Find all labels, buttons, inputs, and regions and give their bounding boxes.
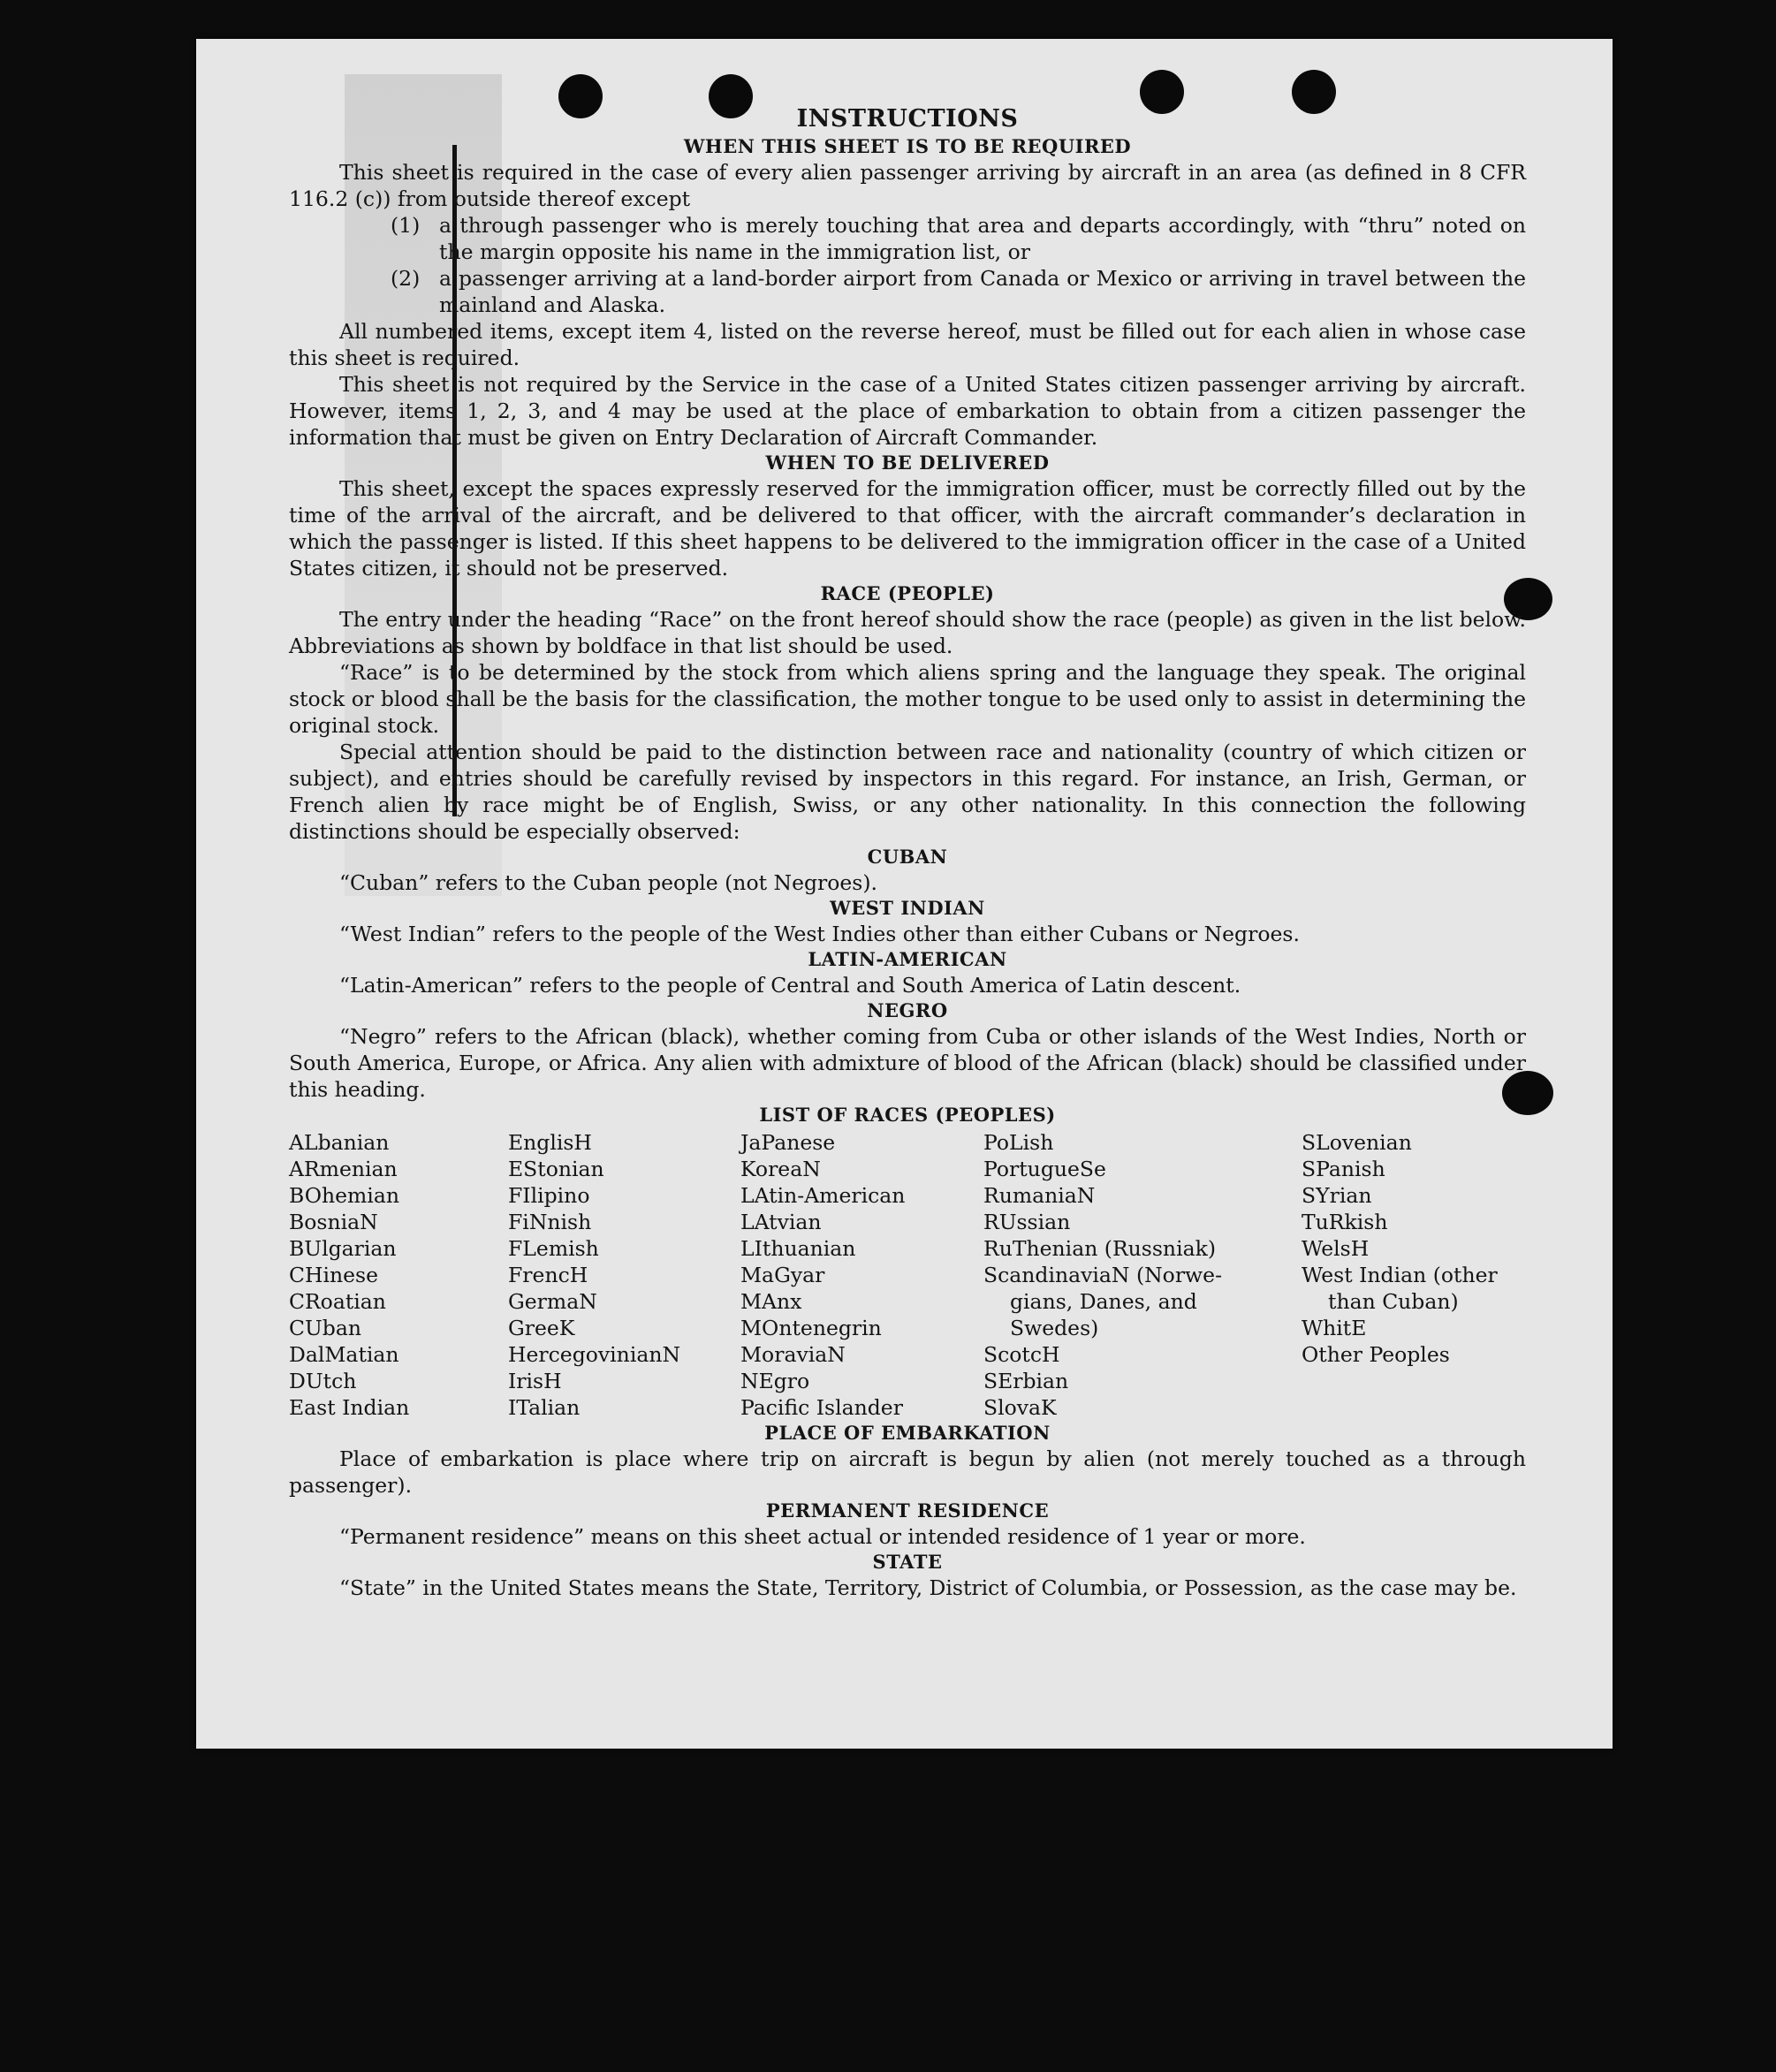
races-table [289, 1129, 1526, 1421]
race-entry: PoLish [983, 1130, 1054, 1155]
race-entry: SLovenian [1302, 1130, 1412, 1155]
race-entry: FLemish [508, 1236, 599, 1261]
race-entry: West Indian (other [1302, 1263, 1498, 1287]
race-entry: FrencH [508, 1263, 588, 1287]
paragraph: This sheet is required in the case of every alien passenger arriving by aircraft in an area (as defined in 8 CFR 116.2 (c)) from outside thereof except [289, 160, 1526, 211]
race-entry: KoreaN [740, 1157, 821, 1181]
paragraph: This sheet, except the spaces expressly reserved for the immigration officer, must be correctly filled out by the time of the arrival of the aircraft, and be delivered to that officer, with the aircraft commander’s declaration in which the passenger is listed. If this sheet happens to be delivered to the immigration officer in the case of a United States citizen, it should not be preserved. [289, 476, 1526, 581]
section-heading: LATIN-AMERICAN [808, 948, 1007, 970]
race-entry: gians, Danes, and [1010, 1289, 1197, 1314]
race-entry: MaGyar [740, 1263, 825, 1287]
item-number: (1) [391, 213, 421, 238]
race-entry: LAtin-American [740, 1183, 906, 1208]
section-heading: NEGRO [867, 999, 948, 1021]
race-entry: GermaN [508, 1289, 597, 1314]
section-heading: PLACE OF EMBARKATION [764, 1422, 1051, 1444]
item-text: a passenger arriving at a land-border airport from Canada or Mexico or arriving in travel between the mainland and Alaska. [439, 266, 1526, 317]
race-entry: DalMatian [289, 1342, 399, 1367]
race-entry: CHinese [289, 1263, 378, 1287]
races-column [508, 1129, 740, 1421]
item-number: (2) [391, 266, 421, 291]
race-entry: DUtch [289, 1369, 357, 1393]
section-heading: PERMANENT RESIDENCE [765, 1499, 1050, 1522]
race-entry: CRoatian [289, 1289, 386, 1314]
section-heading: LIST OF RACES (PEOPLES) [759, 1104, 1056, 1126]
race-entry: MOntenegrin [740, 1316, 882, 1340]
section-heading: CUBAN [867, 846, 948, 868]
instructions-body [289, 104, 1526, 1601]
paragraph: “Race” is to be determined by the stock from which aliens spring and the language they speak. The original stock or blood shall be the basis for the classification, the mother tongue to be used only to assist in determining the original stock. [289, 660, 1526, 738]
race-entry: NEgro [740, 1369, 810, 1393]
race-entry: SPanish [1302, 1157, 1385, 1181]
race-entry: Other Peoples [1302, 1342, 1450, 1367]
race-entry: than Cuban) [1328, 1289, 1459, 1314]
paragraph: Place of embarkation is place where trip on aircraft is begun by alien (not merely touched as a through passenger). [289, 1446, 1526, 1498]
race-entry: BUlgarian [289, 1236, 397, 1261]
race-entry: FiNnish [508, 1210, 592, 1234]
paragraph: All numbered items, except item 4, listed on the reverse hereof, must be filled out for each alien in whose case this sheet is required. [289, 319, 1526, 370]
race-entry: ScotcH [983, 1342, 1060, 1367]
item-text: a through passenger who is merely touching that area and departs accordingly, with “thru” noted on the margin opposite his name in the immigration list, or [439, 213, 1526, 264]
section-heading: RACE (PEOPLE) [820, 582, 995, 604]
race-entry: BosniaN [289, 1210, 378, 1234]
definition: “Latin-American” refers to the people of Central and South America of Latin descent. [339, 973, 1241, 998]
races-column [1302, 1129, 1526, 1421]
section-heading: WHEN THIS SHEET IS TO BE REQUIRED [683, 135, 1132, 157]
page-title: INSTRUCTIONS [796, 105, 1019, 133]
races-column [740, 1129, 983, 1421]
race-entry: SErbian [983, 1369, 1069, 1393]
race-entry: GreeK [508, 1316, 575, 1340]
race-entry: BOhemian [289, 1183, 399, 1208]
race-entry: RuThenian (Russniak) [983, 1236, 1216, 1261]
race-entry: Swedes) [1010, 1316, 1099, 1340]
race-entry: PortugueSe [983, 1157, 1106, 1181]
paragraph: “State” in the United States means the State, Territory, District of Columbia, or Possession, as the case may be. [339, 1575, 1517, 1600]
race-entry: LIthuanian [740, 1236, 856, 1261]
race-entry: ScandinaviaN (Norwe- [983, 1263, 1223, 1287]
section-heading: STATE [872, 1551, 943, 1573]
race-entry: ALbanian [289, 1130, 390, 1155]
race-entry: LAtvian [740, 1210, 822, 1234]
race-entry: RumaniaN [983, 1183, 1096, 1208]
paragraph: “Negro” refers to the African (black), whether coming from Cuba or other islands of the West Indies, North or South America, Europe, or Africa. Any alien with admixture of blood of the African (black) should be classified under this heading. [289, 1024, 1526, 1102]
race-entry: Pacific Islander [740, 1395, 903, 1420]
paragraph: “Permanent residence” means on this sheet actual or intended residence of 1 year or more. [339, 1524, 1306, 1549]
paragraph: The entry under the heading “Race” on the front hereof should show the race (people) as given in the list below. Abbreviations as shown by boldface in that list should be used. [289, 607, 1526, 658]
race-entry: FIlipino [508, 1183, 590, 1208]
race-entry: RUssian [983, 1210, 1071, 1234]
race-entry: CUban [289, 1316, 361, 1340]
race-entry: EStonian [508, 1157, 604, 1181]
paragraph: Special attention should be paid to the distinction between race and nationality (country of which citizen or subject), and entries should be carefully revised by inspectors in this regard. For instance, an Irish, German, or French alien by race might be of English, Swiss, or any other nationality. In this connection the following distinctions should be especially observed: [289, 740, 1526, 844]
definition: “Cuban” refers to the Cuban people (not Negroes). [339, 870, 878, 895]
race-entry: SlovaK [983, 1395, 1057, 1420]
race-entry: ARmenian [289, 1157, 398, 1181]
race-entry: WelsH [1302, 1236, 1370, 1261]
race-entry: MAnx [740, 1289, 802, 1314]
section-heading: WEST INDIAN [830, 897, 985, 919]
race-entry: WhitE [1302, 1316, 1367, 1340]
race-entry: IrisH [508, 1369, 562, 1393]
definition: “West Indian” refers to the people of the West Indies other than either Cubans or Negroes. [339, 922, 1300, 946]
race-entry: JaPanese [740, 1130, 836, 1155]
race-entry: MoraviaN [740, 1342, 846, 1367]
races-column [289, 1129, 508, 1421]
list-item [391, 212, 1526, 265]
race-entry: HercegovinianN [508, 1342, 681, 1367]
race-entry: EnglisH [508, 1130, 592, 1155]
races-column [983, 1129, 1302, 1421]
paragraph: This sheet is not required by the Service in the case of a United States citizen passenger arriving by aircraft. However, items 1, 2, 3, and 4 may be used at the place of embarkation to obtain from a citizen passenger the information that must be given on Entry Declaration of Aircraft Commander. [289, 372, 1526, 450]
list-item [391, 265, 1526, 318]
race-entry: SYrian [1302, 1183, 1372, 1208]
race-entry: TuRkish [1302, 1210, 1388, 1234]
section-heading: WHEN TO BE DELIVERED [765, 452, 1050, 474]
document-page [196, 39, 1613, 1749]
race-entry: East Indian [289, 1395, 410, 1420]
race-entry: ITalian [508, 1395, 581, 1420]
